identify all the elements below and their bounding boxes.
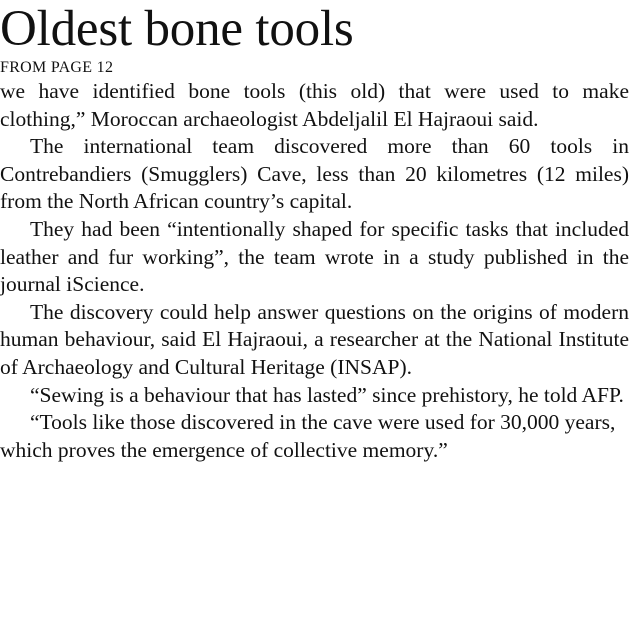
headline: Oldest bone tools (0, 1, 354, 57)
paragraph: we have identified bone tools (this old) that were used to make clothing,” Moroccan archaeologist Abdeljalil El Hajraoui said. (0, 79, 629, 131)
paragraph: The discovery could help answer questions on the origins of modern human behaviour, said El Hajraoui, a researcher at the National Institute of Archaeology and Cultural Heritage (INSAP). (0, 299, 629, 379)
paragraph: The international team discovered more than 60 tools in Contrebandiers (Smugglers) Cave, less than 20 kilometres (12 miles) from the North African country’s capital. (0, 134, 629, 214)
jump-line: FROM PAGE 12 (0, 59, 114, 76)
paragraph: They had been “intentionally shaped for specific tasks that included leather and fur working”, the team wrote in a study published in the journal iScience. (0, 216, 629, 297)
paragraph: “Sewing is a behaviour that has lasted” since prehistory, he told AFP. (30, 382, 624, 407)
paragraph: “Tools like those discovered in the cave were used for 30,000 years, which proves the emergence of collective memory.” (0, 410, 616, 462)
